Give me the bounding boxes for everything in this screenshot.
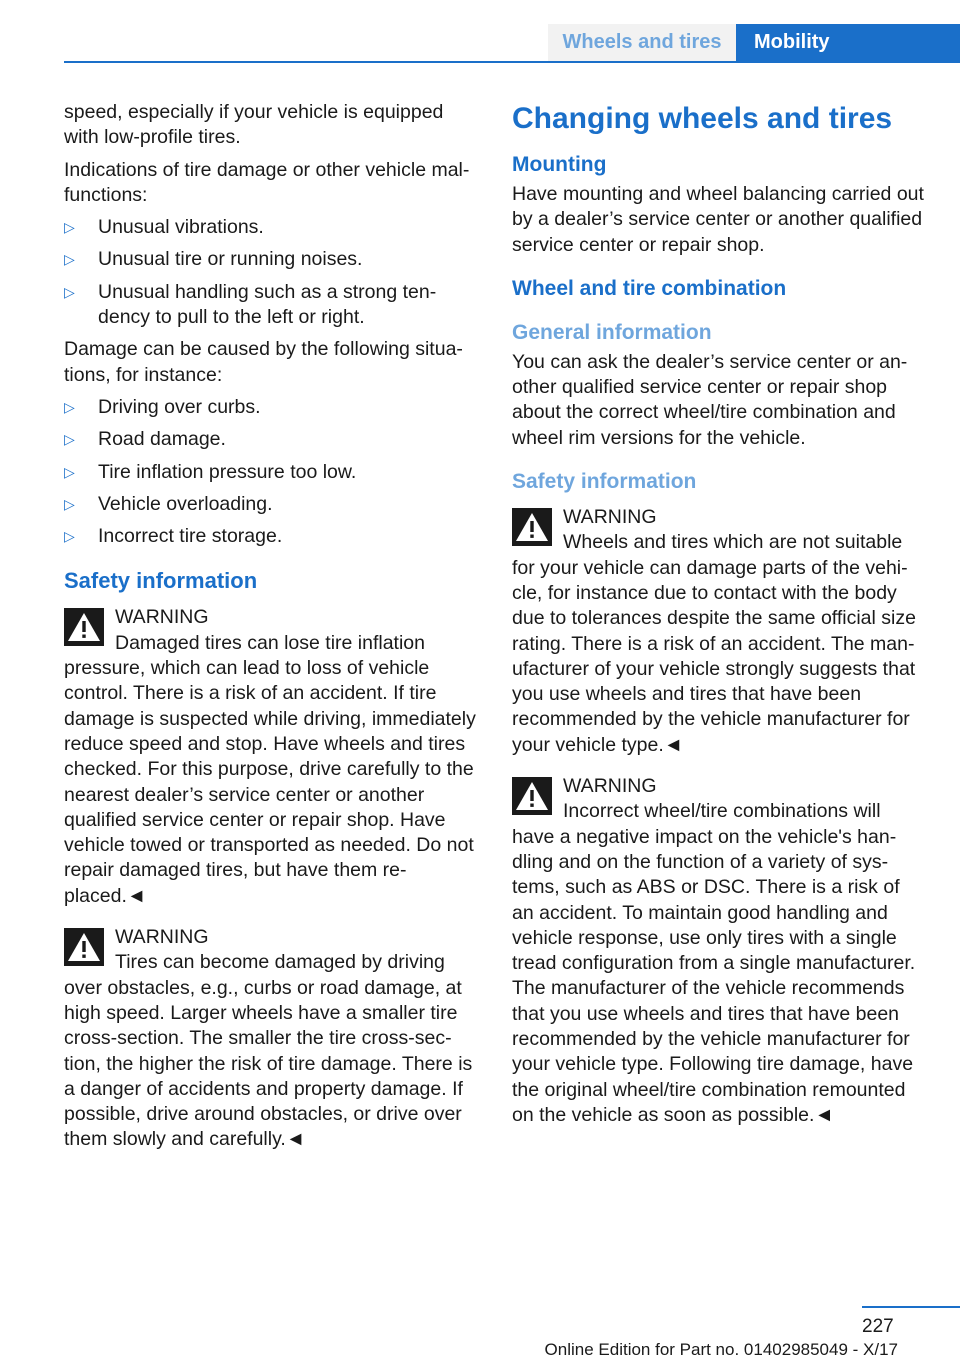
warning-block bbox=[512, 774, 926, 1128]
mounting-paragraph: Have mounting and wheel balancing carried out by a dealer’s service center or another qualified service center or repair shop. bbox=[512, 183, 924, 256]
general-info-paragraph: You can ask the dealer’s service center or another qualified service center or repair shop about the correct wheel/tire combination and wheel rim versions for the vehicle. bbox=[512, 350, 908, 449]
triangle-right-icon: ▷ bbox=[64, 283, 75, 300]
warning-block bbox=[64, 605, 478, 909]
triangle-right-icon: ▷ bbox=[64, 495, 75, 512]
list-item: ▷ Unusual tire or running noises. bbox=[64, 247, 478, 272]
page-number-rule bbox=[862, 1306, 960, 1308]
safety-heading: Safety information bbox=[64, 568, 258, 594]
warning-text: Damaged tires can lose tire inflation pressure, which can lead to loss of vehicle control. There is a risk of an accident. If tire damage is suspected while driving, immediately reduce speed and stop. Have wheels and tires checked. For this purpose, drive carefully to the nearest dealer’s service center or another qualified service center or repair shop. Have vehicle towed or transported as needed. Do not repair damaged tires, but have them replaced.◄ bbox=[64, 631, 476, 907]
list-item: ▷ Driving over curbs. bbox=[64, 395, 478, 420]
triangle-right-icon: ▷ bbox=[64, 528, 75, 545]
list-item: ▷ Road damage. bbox=[64, 427, 478, 452]
warning-heading: WARNING bbox=[563, 775, 657, 798]
section-tab: Wheels and tires bbox=[548, 24, 736, 61]
warning-heading: WARNING bbox=[115, 606, 209, 629]
warning-text: Incorrect wheel/tire combinations will have a negative impact on the vehicle's handling and on the function of a variety of systems, such as ABS or DSC. There is a risk of an accident. To maintain good handling and vehicle response, use only tires with a single tread configuration from a single manufacturer. The manufacturer of the vehicle recommends that you use wheels and tires that have been recommended by the vehicle manufacturer for your vehicle type. Following tire damage, have the original wheel/tire combination remounted on the vehicle as soon as possible.◄ bbox=[512, 800, 916, 1126]
triangle-right-icon: ▷ bbox=[64, 251, 75, 268]
intro-paragraph: speed, especially if your vehicle is equipped with low-profile tires. bbox=[64, 101, 444, 149]
combination-heading: Wheel and tire combination bbox=[512, 276, 787, 300]
indications-list bbox=[64, 215, 478, 330]
warning-triangle-icon bbox=[512, 508, 552, 546]
warning-triangle-icon bbox=[64, 928, 104, 966]
triangle-right-icon: ▷ bbox=[64, 398, 75, 415]
warning-triangle-icon bbox=[64, 608, 104, 646]
warning-triangle-icon bbox=[512, 777, 552, 815]
damage-causes-list bbox=[64, 395, 478, 549]
warning-block bbox=[64, 925, 478, 1153]
warning-text: Tires can become damaged by driving over obstacles, e.g., curbs or road damage, at high speed. Larger wheels have a smaller tire cross-section. The smaller the tire cross-section, the higher the risk of tire damage. There is a danger of accidents and property damage. If possible, drive around obstacles, or drive over them slowly and carefully.◄ bbox=[64, 951, 473, 1151]
warning-heading: WARNING bbox=[563, 506, 657, 529]
general-info-heading: General information bbox=[512, 320, 712, 344]
damage-paragraph: Damage can be caused by the following situations, for instance: bbox=[64, 338, 463, 386]
triangle-right-icon: ▷ bbox=[64, 463, 75, 480]
warning-heading: WARNING bbox=[115, 926, 209, 949]
page-number: 227 bbox=[862, 1316, 894, 1337]
warning-text: Wheels and tires which are not suitable for your vehicle can damage parts of the vehicle, for instance due to contact with the body due to tolerances despite the same official size rating. There is a risk of an accident. The manufacturer of your vehicle strongly suggests that you use wheels and tires that have been recommended by the vehicle manufacturer for your vehicle type.◄ bbox=[512, 531, 916, 756]
safety-heading: Safety information bbox=[512, 470, 697, 494]
edition-footer: Online Edition for Part no. 01402985049 - X/17 bbox=[544, 1340, 898, 1359]
list-item: ▷ Tire inflation pressure too low. bbox=[64, 460, 478, 485]
list-item: ▷ Vehicle overloading. bbox=[64, 492, 478, 517]
triangle-right-icon: ▷ bbox=[64, 219, 75, 236]
left-column bbox=[64, 100, 478, 1169]
right-column bbox=[512, 100, 926, 1144]
header-rule bbox=[64, 61, 960, 63]
chapter-tab: Mobility bbox=[736, 24, 960, 61]
indications-paragraph: Indications of tire damage or other vehicle malfunctions: bbox=[64, 158, 470, 206]
warning-block bbox=[512, 505, 926, 758]
triangle-right-icon: ▷ bbox=[64, 431, 75, 448]
list-item: ▷ Unusual vibrations. bbox=[64, 215, 478, 240]
mounting-heading: Mounting bbox=[512, 153, 607, 176]
list-item: ▷ Unusual handling such as a strong tendency to pull to the left or right. bbox=[64, 280, 437, 329]
list-item: ▷ Incorrect tire storage. bbox=[64, 524, 478, 549]
page-title: Changing wheels and tires bbox=[512, 102, 893, 135]
